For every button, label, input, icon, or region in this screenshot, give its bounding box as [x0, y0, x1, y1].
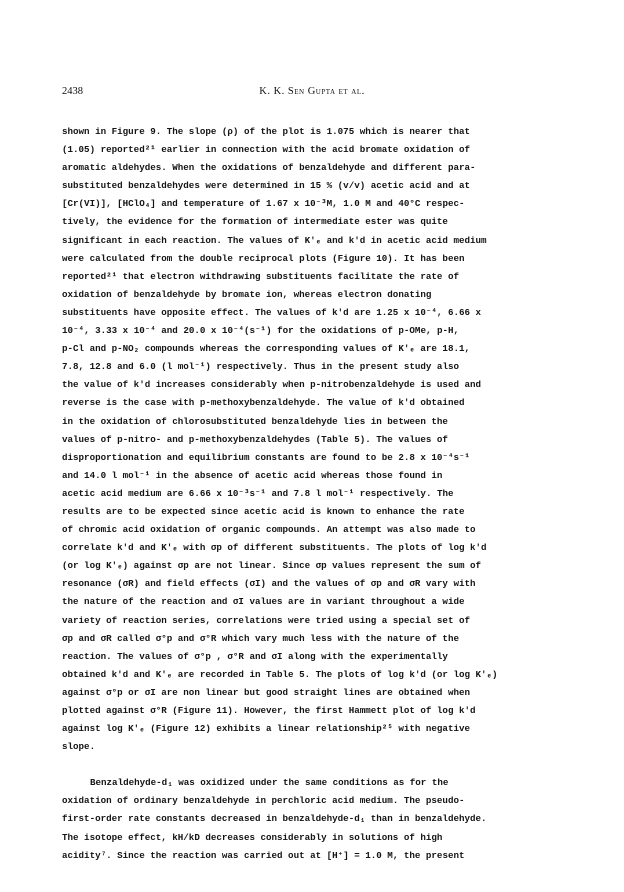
text-line: oxidation of benzaldehyde by bromate ion, whereas electron donating [62, 288, 432, 300]
text-line: substituents have opposite effect. The values of k'd are 1.25 x 10⁻⁴, 6.66 x [62, 306, 482, 318]
text-line: acidity⁷. Since the reaction was carried out at [H⁺] = 1.0 M, the present [62, 849, 465, 861]
paragraph-gap [62, 756, 562, 774]
running-head: K. K. Sen Gupta et al. [259, 86, 365, 97]
text-line: against σ°p or σI are non linear but good straight lines are obtained when [62, 686, 470, 698]
body-text [62, 123, 562, 865]
text-line: σp and σR called σ°p and σ°R which vary much less with the nature of the [62, 632, 459, 644]
text-line: p-Cl and p-NO₂ compounds whereas the corresponding values of K'ₑ are 18.1, [62, 343, 470, 355]
text-line: 7.8, 12.8 and 6.0 (l mol⁻¹) respectively. Thus in the present study also [62, 361, 459, 373]
text-line: disproportionation and equilibrium constants are found to be 2.8 x 10⁻⁴s⁻¹ [62, 451, 471, 463]
text-line: Benzaldehyde-d₁ was oxidized under the same conditions as for the [90, 777, 449, 789]
text-line: aromatic aldehydes. When the oxidations of benzaldehyde and different para- [62, 162, 476, 174]
text-line: of chromic acid oxidation of organic compounds. An attempt was also made to [62, 524, 476, 536]
text-line: first-order rate constants decreased in benzaldehyde-d₁ than in benzaldehyde. [62, 813, 487, 825]
text-line: obtained k'd and K'ₑ are recorded in Table 5. The plots of log k'd (or log K'ₑ) [62, 668, 498, 680]
text-line: (or log K'ₑ) against σp are not linear. Since σp values represent the sum of [62, 560, 482, 572]
text-line: and 14.0 l mol⁻¹ in the absence of acetic acid whereas those found in [62, 469, 443, 481]
text-line: in the oxidation of chlorosubstituted benzaldehyde lies in between the [62, 415, 448, 427]
text-line: the value of k'd increases considerably when p-nitrobenzaldehyde is used and [62, 379, 482, 391]
text-line: were calculated from the double reciprocal plots (Figure 10). It has been [62, 252, 465, 264]
paragraph-1 [62, 123, 562, 756]
page-number: 2438 [62, 86, 83, 97]
paragraph-2 [62, 774, 562, 864]
text-line: against log K'ₑ (Figure 12) exhibits a linear relationship²⁵ with negative [62, 723, 470, 735]
text-line: resonance (σR) and field effects (σI) and the values of σp and σR vary with [62, 578, 476, 590]
text-line: results are to be expected since acetic acid is known to enhance the rate [62, 505, 465, 517]
text-line: [Cr(VI)], [HClO₄] and temperature of 1.67 x 10⁻³M, 1.0 M and 40°C respec- [62, 198, 465, 210]
text-line: values of p-nitro- and p-methoxybenzaldehydes (Table 5). The values of [62, 433, 448, 445]
text-line: shown in Figure 9. The slope (ρ) of the plot is 1.075 which is nearer that [62, 126, 470, 137]
text-line: reaction. The values of σ°p , σ°R and σI along with the experimentally [62, 650, 448, 662]
text-line: (1.05) reported²¹ earlier in connection with the acid bromate oxidation of [62, 144, 470, 156]
text-line: oxidation of ordinary benzaldehyde in perchloric acid medium. The pseudo- [62, 795, 465, 807]
page-header [62, 86, 562, 102]
text-line: significant in each reaction. The values of K'ₑ and k'd in acetic acid medium [62, 234, 487, 246]
text-line: substituted benzaldehydes were determined in 15 % (v/v) acetic acid and at [62, 180, 470, 192]
text-line: The isotope effect, kH/kD decreases considerably in solutions of high [62, 831, 443, 843]
text-line: 10⁻⁴, 3.33 x 10⁻⁴ and 20.0 x 10⁻⁴(s⁻¹) for the oxidations of p-OMe, p-H, [62, 325, 460, 337]
text-line: acetic acid medium are 6.66 x 10⁻³s⁻¹ and 7.8 l mol⁻¹ respectively. The [62, 487, 454, 499]
text-line: reported²¹ that electron withdrawing substituents facilitate the rate of [62, 270, 459, 282]
text-line: correlate k'd and K'ₑ with σp of different substituents. The plots of log k'd [62, 542, 487, 554]
text-line: slope. [62, 741, 96, 753]
text-line: the nature of the reaction and σI values are in variant throughout a wide [62, 596, 465, 608]
text-line: tively, the evidence for the formation of intermediate ester was quite [62, 216, 448, 228]
text-line: plotted against σ°R (Figure 11). However, the first Hammett plot of log k'd [62, 705, 476, 716]
text-line: reverse is the case with p-methoxybenzaldehyde. The value of k'd obtained [62, 397, 465, 409]
text-line: variety of reaction series, correlations were tried using a special set of [62, 614, 470, 626]
